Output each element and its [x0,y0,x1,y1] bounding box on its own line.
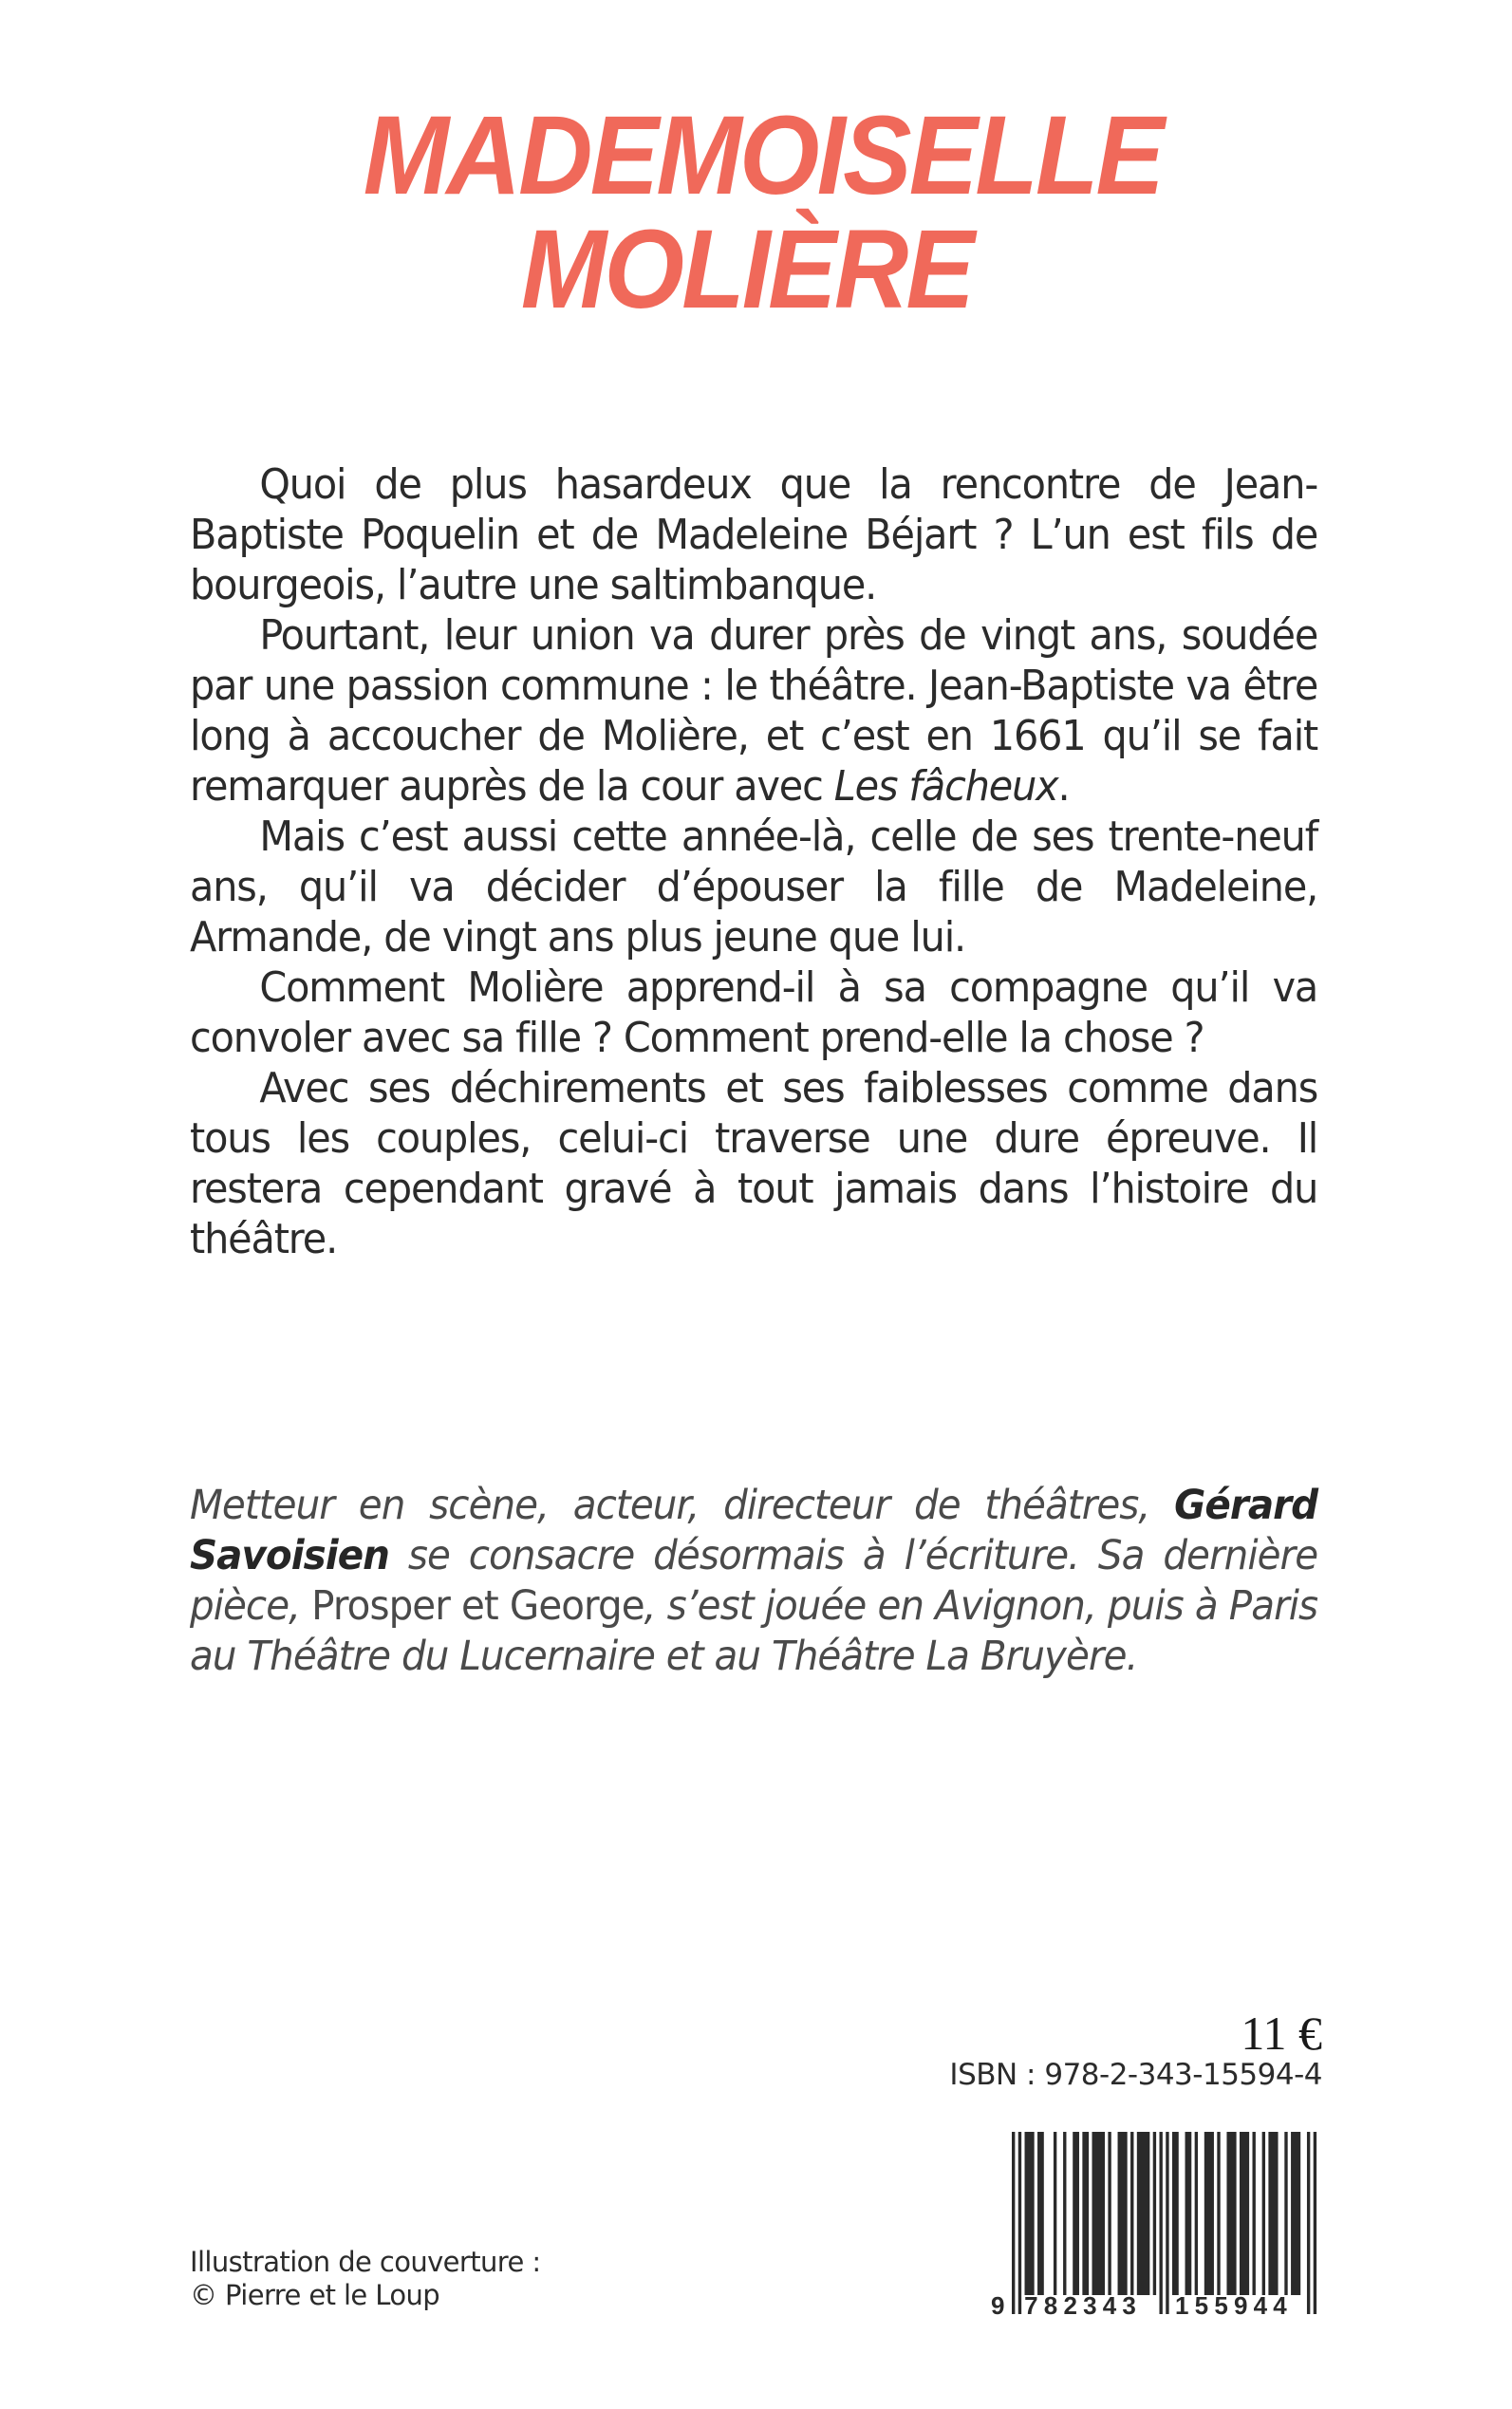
blurb-paragraph-2 [190,610,1317,812]
blurb-paragraph-5: Avec ses déchirements et ses faiblesses comme dans tous les couples, celui-ci traverse une dure épreuve. Il restera cependant gravé à tout jamais dans l’histoire du théâtre. [190,1064,1318,1263]
barcode-bars [978,2130,1324,2320]
svg-text:9: 9 [991,2291,1011,2320]
illustration-credit [190,2246,541,2312]
author-bio [190,1481,1317,1682]
credit-line-1: Illustration de couverture : [190,2246,541,2278]
author-bio-middle: se consacre désormais à l’écriture. Sa dernière pièce, [190,1532,1318,1630]
author-name: Gérard Savoisien [190,1482,1318,1579]
price: 11 € [1241,2007,1322,2060]
book-title-line-1: MADEMOISELLE [363,93,1163,218]
play-title-les-facheux: Les fâcheux [833,762,1058,811]
play-title-prosper-et-george: Prosper et George [311,1582,644,1630]
blurb-paragraph-4: Comment Molière apprend-il à sa compagne qu’il va convoler avec sa fille ? Comment prend-elle la chose ? [190,963,1318,1062]
isbn: ISBN : 978-2-343-15594-4 [949,2058,1322,2092]
ean13-barcode [978,2130,1324,2320]
author-bio-intro: Metteur en scène, acteur, directeur de théâtres, [190,1482,1175,1529]
blurb-paragraph-3: Mais c’est aussi cette année-là, celle de ses trente-neuf ans, qu’il va décider d’épouser la fille de Madeleine, Armande, de vingt ans plus jeune que lui. [190,812,1318,962]
credit-line-2: © Pierre et le Loup [190,2279,440,2311]
svg-text:155944: 155944 [1175,2291,1293,2320]
blurb-paragraph-2-end: . [1057,762,1070,811]
svg-text:782343: 782343 [1024,2291,1143,2320]
author-bio-outro: , s’est jouée en Avignon, puis à Paris au Théâtre du Lucernaire et au Théâtre La Bruyère. [190,1582,1318,1680]
blurb [190,459,1317,1264]
book-title-line-2: MOLIÈRE [520,207,973,332]
blurb-paragraph-1: Quoi de plus hasardeux que la rencontre de Jean-Baptiste Poquelin et de Madeleine Béjart ? L’un est fils de bourgeois, l’autre une saltimbanque. [190,460,1318,609]
blurb-paragraph-2-text: Pourtant, leur union va durer près de vingt ans, soudée par une passion commune : le théâtre. Jean-Baptiste va être long à accoucher de Molière, et c’est en 1661 qu’il se fait remarquer auprès de la cour avec [190,611,1318,811]
